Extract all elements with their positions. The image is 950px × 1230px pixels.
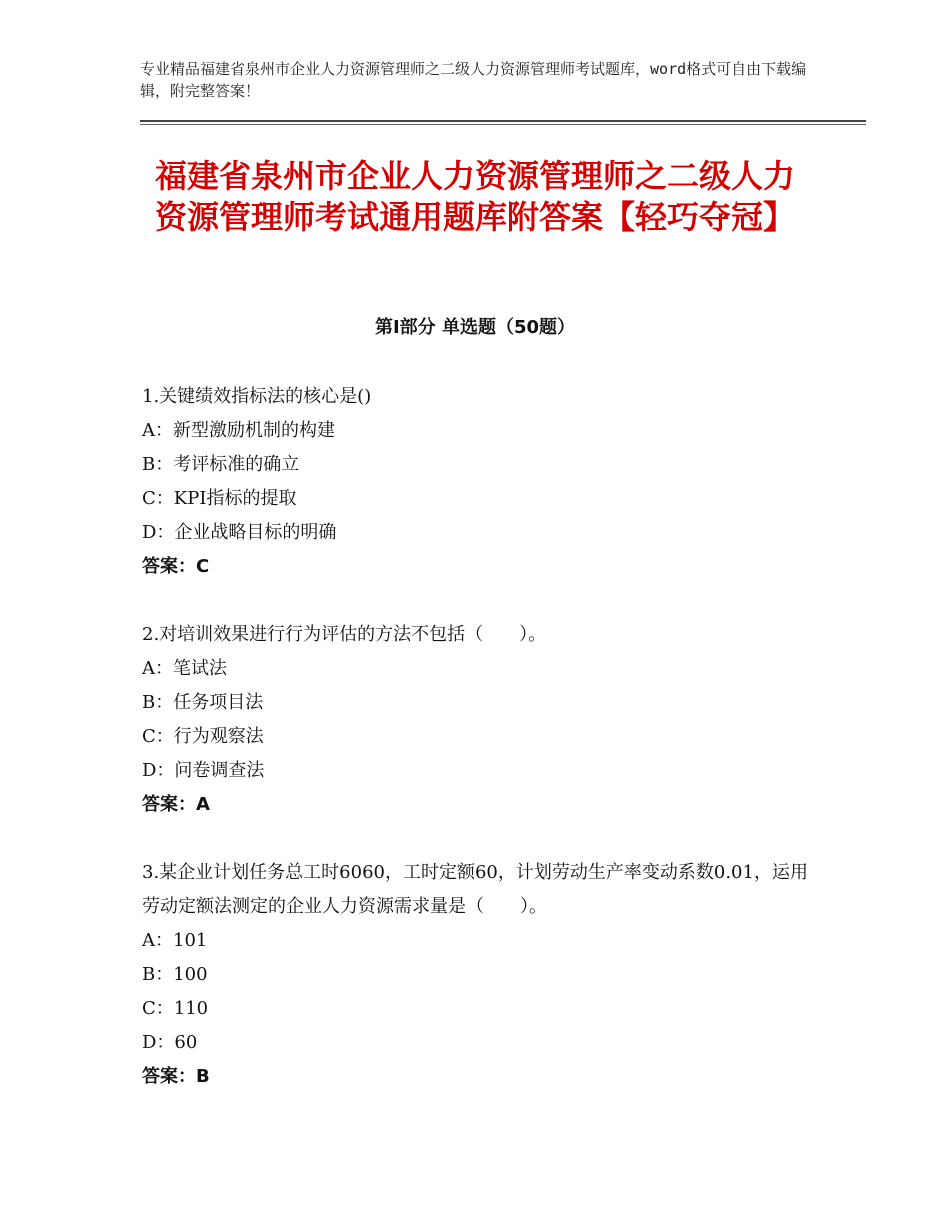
option-c: C：行为观察法 [142,726,264,747]
option-a: A：101 [142,930,208,951]
option-c: C：KPI指标的提取 [142,488,297,509]
header-rule-thin [140,124,866,125]
answer: 答案：C [142,556,210,577]
question-3 [142,856,812,1094]
question-2 [142,618,812,822]
header-rule-thick [140,120,866,122]
option-c: C：110 [142,998,209,1019]
option-d: D：企业战略目标的明确 [142,522,337,543]
option-b: B：100 [142,964,208,985]
question-1 [142,380,812,584]
section-heading: 第Ⅰ部分 单选题（50题） [374,317,575,338]
option-b: B：任务项目法 [142,692,264,713]
option-b: B：考评标准的确立 [142,454,300,475]
question-stem: 2.对培训效果进行行为评估的方法不包括（ ）。 [142,624,547,645]
header-note: 专业精品福建省泉州市企业人力资源管理师之二级人力资源管理师考试题库，word格式可自由下载编辑，附完整答案！ [140,60,807,100]
question-stem: 1.关键绩效指标法的核心是() [142,386,372,407]
question-stem: 3.某企业计划任务总工时6060，工时定额60，计划劳动生产率变动系数0.01，运用劳动定额法测定的企业人力资源需求量是（ ）。 [142,862,808,917]
option-a: A：笔试法 [142,658,227,679]
document-title: 福建省泉州市企业人力资源管理师之二级人力资源管理师考试通用题库附答案【轻巧夺冠】 [154,157,795,236]
option-d: D：问卷调查法 [142,760,265,781]
option-a: A：新型激励机制的构建 [142,420,335,441]
option-d: D：60 [142,1032,198,1053]
answer: 答案：A [142,794,210,815]
answer: 答案：B [142,1066,210,1087]
question-list [142,380,812,1128]
